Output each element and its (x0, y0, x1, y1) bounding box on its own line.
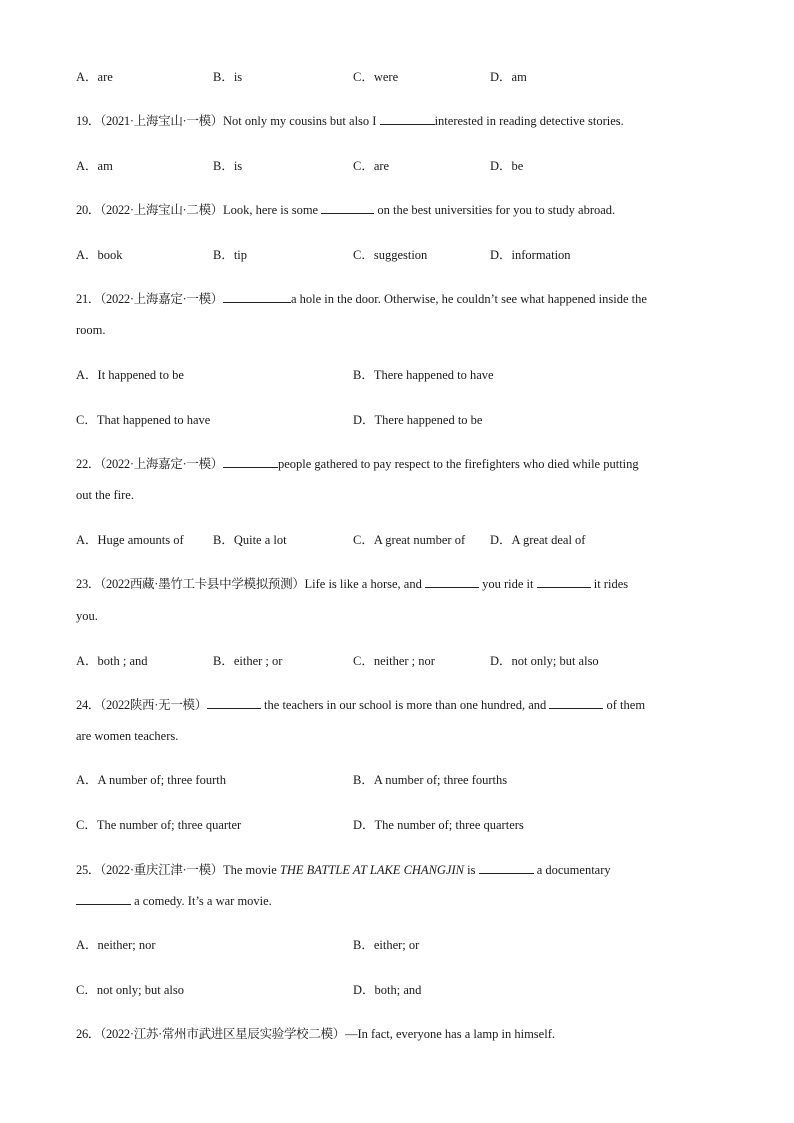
q19-source: 19．（2021·上海宝山·一模） (76, 114, 223, 128)
q19-option-b[interactable]: B．is (213, 159, 243, 173)
q24-options-row2 (76, 817, 754, 833)
q23-stem: 23．（2022西藏·墨竹工卡县中学模拟预测）Life is like a horse, and you ride it it rides (76, 577, 629, 591)
q24-option-a[interactable]: A．A number of; three fourth (76, 773, 226, 787)
q23-option-a[interactable]: A．both ; and (76, 654, 148, 668)
q23-blank-1 (425, 576, 479, 588)
q22-stem: 22．（2022·上海嘉定·一模） people gathered to pay respect to the firefighters who died while putting (76, 457, 639, 471)
q22-blank (223, 456, 278, 468)
q21-blank (223, 291, 291, 303)
q20-options (76, 247, 754, 263)
q25-options-row1 (76, 937, 754, 953)
q19-stem: 19．（2021·上海宝山·一模）Not only my cousins but also I interested in reading detective stories. (76, 114, 624, 128)
q25-blank-2 (76, 893, 131, 905)
q26-source: 26．（2022·江苏·常州市武进区星辰实验学校二模） (76, 1027, 345, 1041)
q20-option-c[interactable]: C．suggestion (353, 248, 428, 262)
q21-option-b[interactable]: B．There happened to have (353, 368, 494, 382)
q19-option-d[interactable]: D．be (490, 159, 524, 173)
q18-option-b[interactable]: B．is (213, 70, 243, 84)
q21-options-row1 (76, 367, 754, 383)
q18-option-a[interactable]: A．are (76, 70, 113, 84)
q21-options-row2 (76, 412, 754, 428)
q22-options (76, 532, 754, 548)
q24-stem-line2: are women teachers. (76, 729, 179, 743)
q23-source: 23．（2022西藏·墨竹工卡县中学模拟预测） (76, 577, 305, 591)
q25-option-a[interactable]: A．neither; nor (76, 938, 156, 952)
q25-source: 25．（2022·重庆江津·一模） (76, 863, 223, 877)
q21-option-a[interactable]: A．It happened to be (76, 368, 184, 382)
q18-options (76, 69, 754, 85)
q24-source: 24．（2022陕西·无一模） (76, 698, 207, 712)
q20-blank (321, 202, 374, 214)
q25-options-row2 (76, 982, 754, 998)
q23-option-d[interactable]: D．not only; but also (490, 654, 599, 668)
q20-option-a[interactable]: A．book (76, 248, 123, 262)
q25-option-b[interactable]: B．either; or (353, 938, 420, 952)
q20-option-b[interactable]: B．tip (213, 248, 248, 262)
q20-stem: 20．（2022·上海宝山·二模）Look, here is some on the best universities for you to study abroad. (76, 203, 616, 217)
q26-stem: 26．（2022·江苏·常州市武进区星辰实验学校二模）—In fact, everyone has a lamp in himself. (76, 1027, 555, 1041)
q23-options (76, 653, 754, 669)
q19-options (76, 158, 754, 174)
q25-option-c[interactable]: C．not only; but also (76, 983, 184, 997)
q22-option-b[interactable]: B．Quite a lot (213, 533, 287, 547)
q24-option-c[interactable]: C．The number of; three quarter (76, 818, 242, 832)
q21-source: 21．（2022·上海嘉定·一模） (76, 292, 223, 306)
q23-stem-line2: you. (76, 609, 98, 623)
q23-option-c[interactable]: C．neither ; nor (353, 654, 435, 668)
q22-option-d[interactable]: D．A great deal of (490, 533, 586, 547)
q19-blank (380, 113, 435, 125)
q25-stem: 25．（2022·重庆江津·一模）The movie THE BATTLE AT LAKE CHANGJIN is a documentary (76, 863, 611, 877)
q24-stem: 24．（2022陕西·无一模） the teachers in our school is more than one hundred, and of them (76, 698, 646, 712)
q18-option-c[interactable]: C．were (353, 70, 399, 84)
q24-blank-2 (549, 697, 603, 709)
q22-option-c[interactable]: C．A great number of (353, 533, 466, 547)
q18-option-d[interactable]: D．am (490, 70, 527, 84)
q24-option-b[interactable]: B．A number of; three fourths (353, 773, 508, 787)
q25-option-d[interactable]: D．both; and (353, 983, 422, 997)
q21-stem-line2: room. (76, 323, 106, 337)
q24-option-d[interactable]: D．The number of; three quarters (353, 818, 524, 832)
q20-option-d[interactable]: D．information (490, 248, 571, 262)
q25-movie-title: THE BATTLE AT LAKE CHANGJIN (279, 863, 464, 877)
q22-stem-line2: out the fire. (76, 488, 134, 502)
q19-option-a[interactable]: A．am (76, 159, 113, 173)
q22-source: 22．（2022·上海嘉定·一模） (76, 457, 223, 471)
q25-stem-line2: a comedy. It’s a war movie. (76, 893, 724, 909)
q19-option-c[interactable]: C．are (353, 159, 390, 173)
q21-option-c[interactable]: C．That happened to have (76, 413, 211, 427)
q24-options-row1 (76, 772, 754, 788)
q23-blank-2 (537, 576, 591, 588)
q24-blank-1 (207, 697, 261, 709)
q25-blank-1 (479, 862, 534, 874)
q20-source: 20．（2022·上海宝山·二模） (76, 203, 223, 217)
q21-option-d[interactable]: D．There happened to be (353, 413, 483, 427)
q21-stem: 21．（2022·上海嘉定·一模） a hole in the door. Otherwise, he couldn’t see what happened inside the (76, 292, 647, 306)
q22-option-a[interactable]: A．Huge amounts of (76, 533, 184, 547)
q23-option-b[interactable]: B．either ; or (213, 654, 283, 668)
